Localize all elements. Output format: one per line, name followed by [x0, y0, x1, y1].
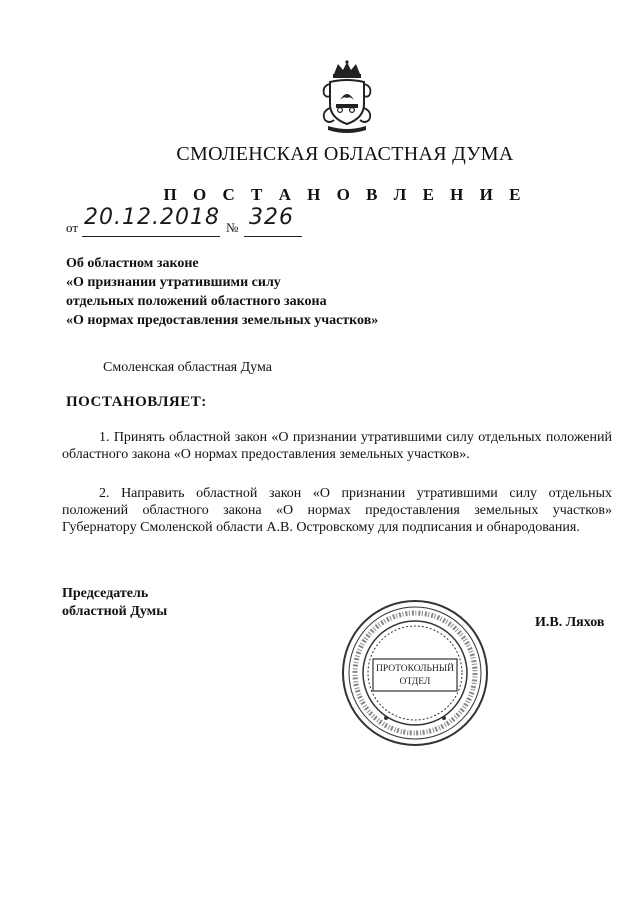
date-number-line	[66, 205, 306, 241]
stamp-center-line1: ПРОТОКОЛЬНЫЙ	[375, 664, 455, 674]
document-type-title: П О С Т А Н О В Л Е Н И Е	[163, 185, 527, 204]
paragraph-2	[62, 485, 612, 536]
intro-text: Смоленская областная Дума	[103, 360, 272, 375]
number-underline	[244, 236, 302, 237]
signer-title-line1: Председатель	[62, 586, 149, 601]
signer-name: И.В. Ляхов	[535, 615, 605, 630]
subject-line: «О нормах предоставления земельных участков»	[66, 313, 379, 328]
paragraph-2-text: 2. Направить областной закон «О признании утратившими силу отдельных положений областного закона «О нормах предоставления земельных участков» Губернатору Смоленской области А.В. Островскому для подписания и обнародования.	[62, 486, 612, 535]
document-subject	[66, 254, 378, 330]
number-label: №	[226, 220, 239, 235]
subject-line: Об областном законе	[66, 256, 199, 271]
stamp-center-line2: ОТДЕЛ	[399, 677, 431, 687]
official-stamp	[340, 598, 490, 748]
signer-title	[62, 585, 167, 621]
signer-title-line2: областной Думы	[62, 604, 168, 619]
date-underline	[82, 236, 220, 237]
decree-heading: ПОСТАНОВЛЯЕТ:	[66, 394, 207, 410]
subject-line: «О признании утратившими силу	[66, 275, 281, 290]
organization-title: СМОЛЕНСКАЯ ОБЛАСТНАЯ ДУМА	[176, 143, 514, 165]
document-date: 20.12.2018	[84, 205, 220, 230]
coat-of-arms-icon	[318, 60, 376, 136]
subject-line: отдельных положений областного закона	[66, 294, 327, 309]
date-prefix: от	[66, 220, 79, 235]
document-number: 326	[249, 205, 294, 230]
paragraph-1	[62, 429, 612, 463]
paragraph-1-text: 1. Принять областной закон «О признании утратившими силу отдельных положений областного закона «О нормах предоставления земельных участков».	[62, 430, 612, 462]
